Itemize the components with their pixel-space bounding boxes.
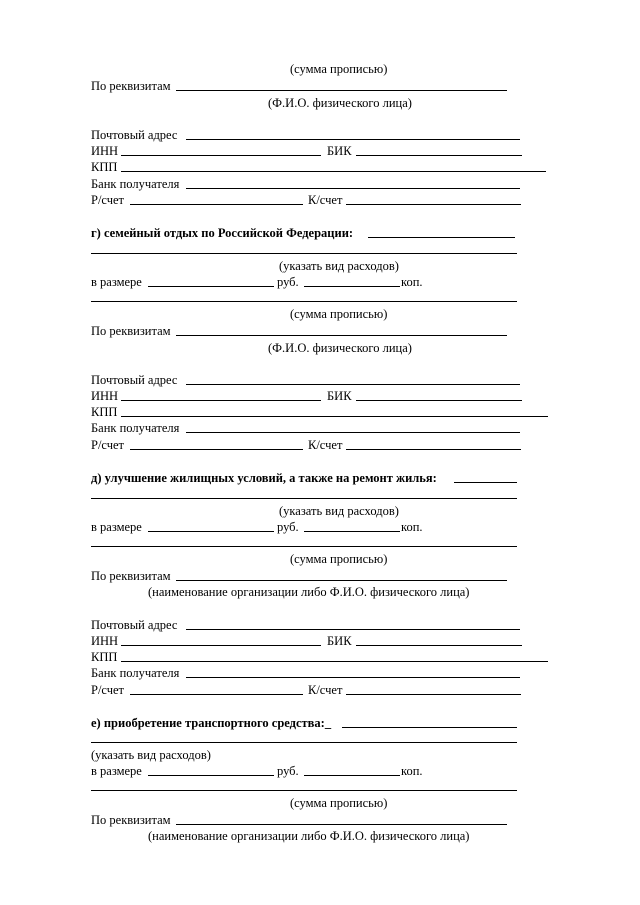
bik-label: БИК xyxy=(327,634,352,648)
recipient-name-line[interactable] xyxy=(176,90,507,91)
bank-line[interactable] xyxy=(186,677,520,678)
section-e-input-line[interactable] xyxy=(342,727,517,728)
section-g-title: г) семейный отдых по Российской Федерации: xyxy=(91,226,354,240)
by-details-label: По реквизитам xyxy=(91,324,171,338)
inn-label: ИНН xyxy=(91,144,119,158)
kpp-label: КПП xyxy=(91,160,118,174)
amount-words-caption: (сумма прописью) xyxy=(290,307,388,321)
inn-line[interactable] xyxy=(121,400,321,401)
amount-words-line[interactable] xyxy=(91,301,517,302)
person-fio-caption: (Ф.И.О. физического лица) xyxy=(268,96,412,110)
postal-address-line[interactable] xyxy=(186,629,520,630)
kpp-line[interactable] xyxy=(121,661,548,662)
by-details-label: По реквизитам xyxy=(91,569,171,583)
rub-label: руб. xyxy=(277,520,299,534)
expense-type-caption: (указать вид расходов) xyxy=(279,259,399,273)
inn-label: ИНН xyxy=(91,634,119,648)
account-label: Р/счет xyxy=(91,193,125,207)
bik-line[interactable] xyxy=(356,155,522,156)
account-line[interactable] xyxy=(130,204,303,205)
bank-line[interactable] xyxy=(186,188,520,189)
bik-label: БИК xyxy=(327,144,352,158)
section-d-title: д) улучшение жилищных условий, а также на ремонт жилья: xyxy=(91,471,437,485)
section-d-input-line[interactable] xyxy=(454,482,517,483)
inn-label: ИНН xyxy=(91,389,119,403)
corr-account-line[interactable] xyxy=(346,204,521,205)
rub-label: руб. xyxy=(277,275,299,289)
bank-label: Банк получателя xyxy=(91,666,180,680)
section-e-title: е) приобретение транспортного средства:_ xyxy=(91,716,332,730)
amount-words-caption: (сумма прописью) xyxy=(290,62,388,76)
recipient-name-line[interactable] xyxy=(176,335,507,336)
section-g-input-line[interactable] xyxy=(368,237,515,238)
amount-prefix: в размере xyxy=(91,275,142,289)
inn-line[interactable] xyxy=(121,155,321,156)
corr-account-line[interactable] xyxy=(346,449,521,450)
amount-words-caption: (сумма прописью) xyxy=(290,552,388,566)
kpp-line[interactable] xyxy=(121,416,548,417)
kop-label: коп. xyxy=(401,520,423,534)
recipient-name-line[interactable] xyxy=(176,580,507,581)
amount-words-line[interactable] xyxy=(91,546,517,547)
corr-account-line[interactable] xyxy=(346,694,521,695)
amount-kop-line[interactable] xyxy=(304,286,400,287)
person-fio-caption: (Ф.И.О. физического лица) xyxy=(268,341,412,355)
bank-line[interactable] xyxy=(186,432,520,433)
amount-rub-line[interactable] xyxy=(148,775,274,776)
bank-label: Банк получателя xyxy=(91,177,180,191)
kpp-label: КПП xyxy=(91,650,118,664)
corr-account-label: К/счет xyxy=(308,683,343,697)
kop-label: коп. xyxy=(401,764,423,778)
amount-prefix: в размере xyxy=(91,764,142,778)
section-d-full-line[interactable] xyxy=(91,498,517,499)
amount-rub-line[interactable] xyxy=(148,531,274,532)
amount-kop-line[interactable] xyxy=(304,775,400,776)
recipient-name-line[interactable] xyxy=(176,824,507,825)
amount-prefix: в размере xyxy=(91,520,142,534)
corr-account-label: К/счет xyxy=(308,193,343,207)
amount-rub-line[interactable] xyxy=(148,286,274,287)
bik-line[interactable] xyxy=(356,400,522,401)
kpp-label: КПП xyxy=(91,405,118,419)
expense-type-caption: (указать вид расходов) xyxy=(279,504,399,518)
kop-label: коп. xyxy=(401,275,423,289)
bik-line[interactable] xyxy=(356,645,522,646)
kpp-line[interactable] xyxy=(121,171,546,172)
postal-address-label: Почтовый адрес xyxy=(91,618,178,632)
postal-address-label: Почтовый адрес xyxy=(91,128,178,142)
account-line[interactable] xyxy=(130,694,303,695)
inn-line[interactable] xyxy=(121,645,321,646)
account-label: Р/счет xyxy=(91,438,125,452)
by-details-label: По реквизитам xyxy=(91,813,171,827)
postal-address-label: Почтовый адрес xyxy=(91,373,178,387)
account-label: Р/счет xyxy=(91,683,125,697)
corr-account-label: К/счет xyxy=(308,438,343,452)
amount-kop-line[interactable] xyxy=(304,531,400,532)
by-details-label: По реквизитам xyxy=(91,79,171,93)
postal-address-line[interactable] xyxy=(186,139,520,140)
bik-label: БИК xyxy=(327,389,352,403)
amount-words-line[interactable] xyxy=(91,790,517,791)
postal-address-line[interactable] xyxy=(186,384,520,385)
rub-label: руб. xyxy=(277,764,299,778)
section-g-full-line[interactable] xyxy=(91,253,517,254)
amount-words-caption: (сумма прописью) xyxy=(290,796,388,810)
org-or-person-caption: (наименование организации либо Ф.И.О. физического лица) xyxy=(148,585,470,599)
bank-label: Банк получателя xyxy=(91,421,180,435)
org-or-person-caption: (наименование организации либо Ф.И.О. физического лица) xyxy=(148,829,470,843)
account-line[interactable] xyxy=(130,449,303,450)
section-e-full-line[interactable] xyxy=(91,742,517,743)
expense-type-caption: (указать вид расходов) xyxy=(91,748,211,762)
